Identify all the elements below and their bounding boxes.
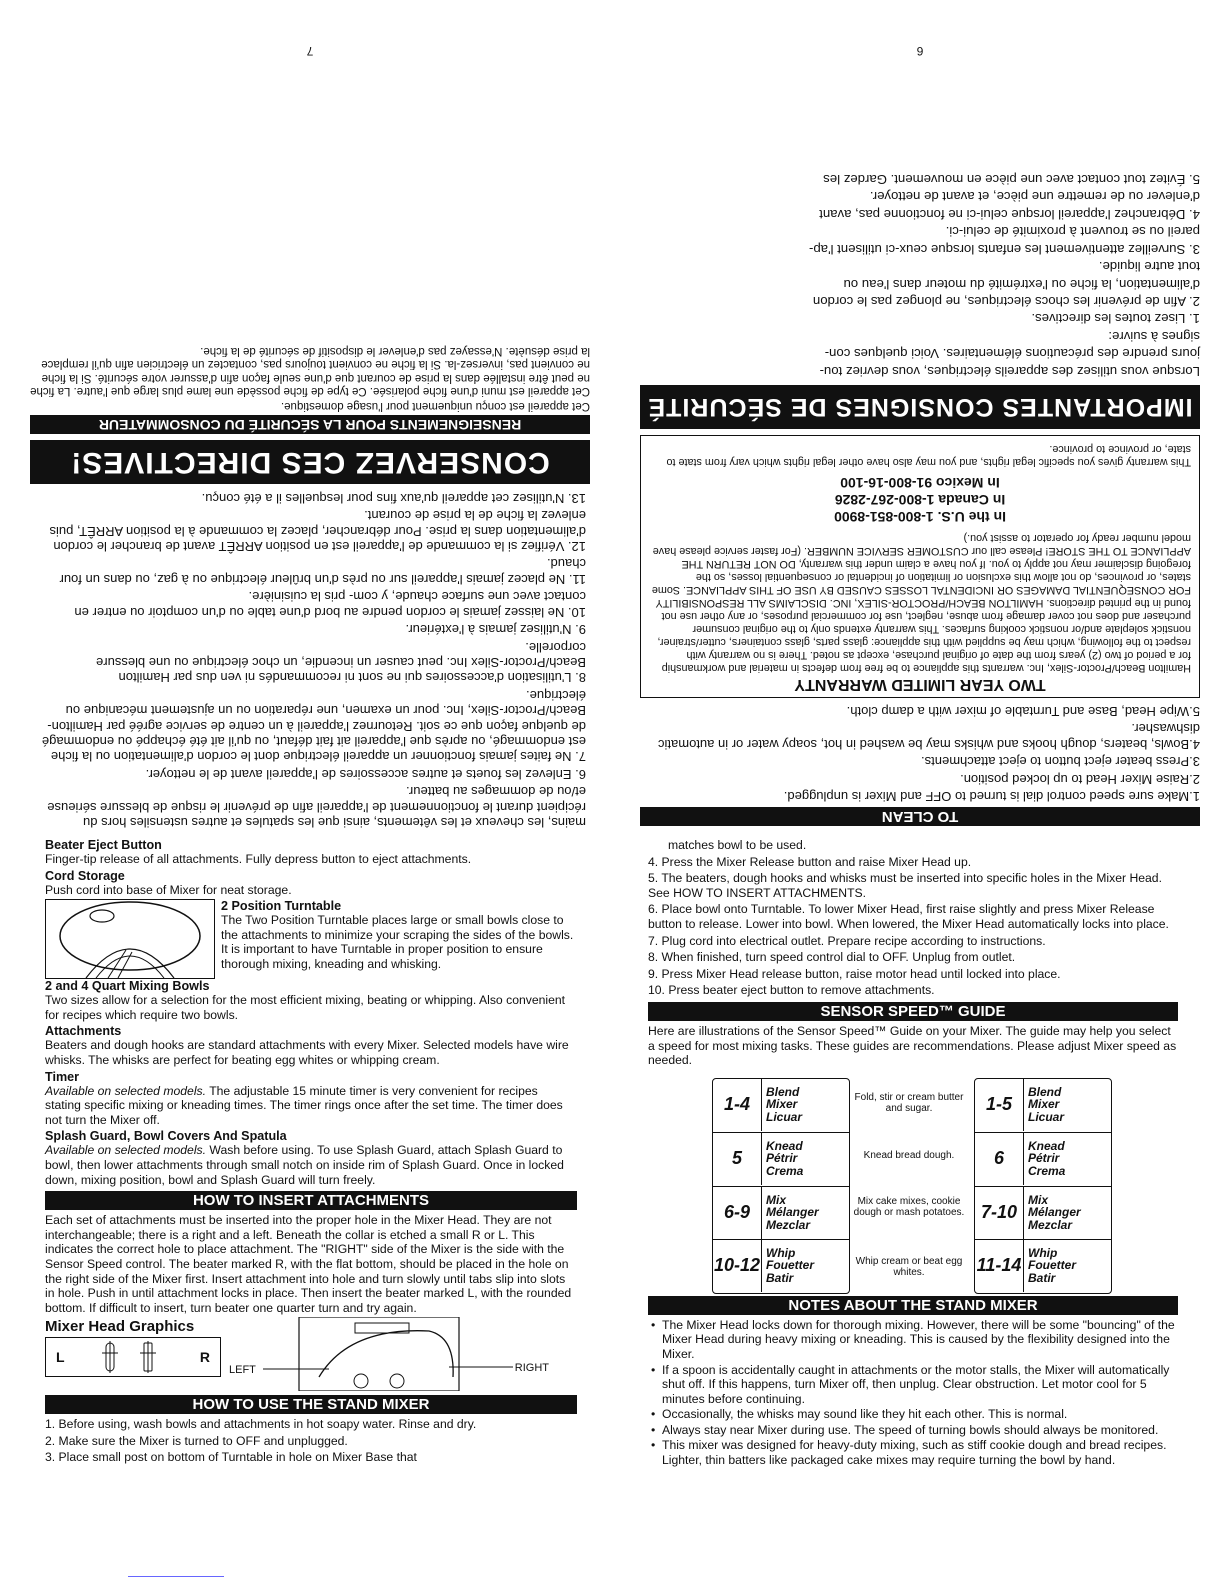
fr-item-12: 12. Vérifiez si la commande de l'appareil est en position ARRÊT avant de brancher le cordon d'alimentation dans la prise. Pour débrancher, placez la commande à la position ARRÊT, puis enlevez la fiche de la prise de courant. — [49, 508, 586, 555]
use-stand-mixer-bar: HOW TO USE THE STAND MIXER — [45, 1395, 577, 1414]
guide-row: 5 Knead Pétrir Crema — [713, 1132, 849, 1185]
guide-row: 1-5 Blend Mixer Licuar — [975, 1079, 1111, 1131]
note-item: • If a spoon is accidentally caught in attachments or the motor stalls, the Mixer will automatically shut off. If this happens, turn Mixer off, then unplug. Clear obstruction. Let motor cool for 5 minutes before continuing. — [662, 1363, 1178, 1407]
clean-item-4: 4.Bowls, beaters, dough hooks and whisks may be washed in hot, soapy water or in automatic dishwasher. — [658, 721, 1200, 752]
safety-intro-1: Lorsque vous utilisez des appareils électriques, vous devriez tou- — [819, 363, 1200, 379]
use-item-2: 2. Make sure the Mixer is turned to OFF and unplugged. — [45, 1433, 348, 1448]
cord-storage-heading: Cord Storage — [45, 868, 125, 883]
guide-desc-1: Fold, stir or cream butter and sugar. — [854, 1091, 964, 1114]
note-item: • The Mixer Head locks down for thorough mixing. However, there will be some "bouncing" of the Mixer Head during heavy mixing or kneading. This is caused by the flexibility designed into the Mixer. — [662, 1318, 1178, 1362]
phone-mexico: In Mexico 91-800-16-100 — [840, 474, 1000, 491]
warranty-text: Hamilton Beach/Proctor-Silex, Inc. warrants this appliance to be free from defects in material and workmanship for a period of two (2) years from the date of original purchase, except as noted. There is no warranty with respect to the following, which may be supplied with this appliance: glass parts, glass containers, cutter/strainer, nonstick soleplate and/or nonstick cooking surfaces. This warranty extends only to the original consumer purchaser and does not cover damage from abuse, neglect, use for commercial purposes, or any other use not found in the printed directions. HAMILTON BEACH/PROCTOR-SILEX, INC. DISCLAIMS ALL RESPONSIBILITY FOR CONSEQUENTIAL DAMAGES OR INCIDENTAL LOSSES CAUSED BY USE OF THIS APPLIANCE. Some states, or provinces, do not allow this exclusion or limitation of incidental or consequential losses, so the foregoing disclaimer may not apply to you. If you have a claim under this warranty, DO NOT RETURN THE APPLIANCE TO THE STORE! Please call our CUSTOMER SERVICE NUMBER. (For faster service please have model number ready for operator to assist you.) — [651, 531, 1191, 674]
fr-item-6: 6. Enlevez les fouets et autres accessoires de l'appareil avant de le nettoyer. — [145, 766, 586, 782]
safety-item-2c: tout autre liquide. — [1098, 259, 1200, 275]
page-7-upside-down — [30, 40, 590, 830]
safety-item-4a: 4. Débranchez l'appareil lorsque celui-ci ne fonctionne pas, avant — [819, 206, 1200, 222]
notes-bar: NOTES ABOUT THE STAND MIXER — [648, 1296, 1178, 1315]
warranty-title: TWO YEAR LIMITED WARRANTY — [794, 675, 1046, 693]
turntable-heading: 2 Position Turntable — [221, 899, 342, 914]
safety-item-3b: pareil ou se trouvent à proximité de celui-ci. — [945, 224, 1200, 240]
safety-item-2b: d'alimentation, la fiche ou l'extrémité du moteur dans l'eau ou — [843, 276, 1200, 292]
insert-attachments-text: Each set of attachments must be inserted into the proper hole in the Mixer Head. They are not interchangeable; there is a right and a left. Beneath the collar is etched a small R or L. This indicates the correct hole to place attachment. The "RIGHT" side of the Mixer is the side with the Sensor Speed control. The beater marked R, with the flat bottom, should be placed in the hole on the right side of the Mixer first. Insert attachment into hole and turn slowly until tabs slip into slots in hole. Push in until attachment locks in place. Then insert the beater marked L, with the rounded bottom. If difficult to insert, turn beater one quarter turn and try again. — [45, 1213, 572, 1315]
use-item-7: 7. Plug cord into electrical outlet. Prepare recipe according to instructions. — [648, 933, 1046, 948]
timer-text: Available on selected models. The adjustable 15 minute timer is very convenient for recipes stating specific mixing or kneading times. The timer rings once after the set time. The timer does not turn the Mixer off. — [45, 1083, 563, 1127]
use-item-4: 4. Press the Mixer Release button and raise Mixer Head up. — [648, 854, 972, 869]
sensor-speed-text: Here are illustrations of the Sensor Speed™ Guide on your Mixer. The guide may help you select a speed for most mixing tasks. These guides are recommendations. Please adjust Mixer speed as needed. — [648, 1023, 1177, 1068]
beater-pair-icon — [92, 1341, 172, 1373]
clean-item-2: 2.Raise Mixer Head to up locked position. — [960, 771, 1200, 787]
info-bar: RENSEIGNEMENTS POUR LA SÉCURITÉ DU CONSOMMATEUR — [30, 415, 590, 434]
right-label: RIGHT — [514, 1362, 549, 1375]
insert-attachments-bar: HOW TO INSERT ATTACHMENTS — [45, 1191, 577, 1210]
beater-eject-text: Finger-tip release of all attachments. Fully depress button to eject attachments. — [45, 852, 472, 866]
guide-row: 10-12 Whip Fouetter Batir — [713, 1239, 849, 1292]
guide-desc-2: Knead bread dough. — [863, 1149, 955, 1161]
use-item-9: 9. Press Mixer Head release button, raise motor head until locked into place. — [648, 966, 1061, 981]
notes-list — [648, 1318, 1178, 1468]
to-clean-bar: TO CLEAN — [640, 807, 1200, 826]
guide-desc-3: Mix cake mixes, cookie dough or mash potatoes. — [853, 1195, 965, 1218]
left-label: LEFT — [229, 1364, 256, 1377]
use-item-3: 3. Place small post on bottom of Turntable in hole on Mixer Base that — [45, 1450, 417, 1465]
note-item: • Always stay near Mixer during use. The speed of turning bowls should always be monitored. — [662, 1423, 1178, 1438]
lr-beater-graphic — [45, 1337, 221, 1377]
splash-text: Available on selected models. Wash before using. To use Splash Guard, attach Splash Guard to bowl, then lower attachments through small notch on inside rim of Splash Guard. Once in locked down, mixing position, bowl and Splash Guard will turn freely. — [45, 1143, 564, 1187]
guide-row: 11-14 Whip Fouetter Batir — [975, 1239, 1111, 1292]
turntable-text: The Two Position Turntable places large or small bowls close to the attachments to minimize your scraping the sides of the bowls. It is important to have Turntable in proper position to ensure thorough mixing, kneading and whisking. — [221, 913, 574, 971]
note-item: • This mixer was designed for heavy-duty mixing, such as stiff cookie dough and bread recipes. Lighter, thin batters like packaged cake mixes may require turning the bowl by hand. — [662, 1438, 1178, 1467]
page-bottom-right — [648, 838, 1178, 1578]
guide-right-panel — [974, 1078, 1112, 1294]
use-item-6: 6. Place bowl onto Turntable. To lower Mixer Head, first raise slightly and press Mixer Release button to release. Lower into bowl. When lowered, the Mixer Head automatically locks into place. — [648, 902, 1169, 931]
page-bottom-left — [45, 838, 577, 1578]
guide-desc-4: Whip cream or beat egg whites. — [855, 1255, 963, 1278]
page-number: 6 — [916, 44, 924, 58]
safety-item-4b: d'enlever ou de remettre une pièce, et avant de nettoyer. — [869, 189, 1200, 205]
use-item-3-cont: matches bowl to be used. — [668, 838, 807, 852]
bowls-text: Two sizes allow for a selection for the most efficient mixing, beating or whipping. Also convenient for recipes which require two bowls. — [45, 993, 566, 1022]
timer-heading: Timer — [45, 1069, 80, 1084]
splash-heading: Splash Guard, Bowl Covers And Spatula — [45, 1129, 287, 1144]
fr-item-11: 11. Ne placez jamais l'appareil sur ou près d'un brûleur électrique ou à gaz, ou dans un four chaud. — [59, 556, 586, 587]
page-6-upside-down — [640, 40, 1200, 830]
graphic-r: R — [199, 1348, 210, 1365]
cord-storage-text: Push cord into base of Mixer for neat storage. — [45, 882, 292, 897]
guide-row: 7-10 Mix Mélanger Mezclar — [975, 1186, 1111, 1239]
fr-item-8: 8. L'utilisation d'accessoires qui ne sont ni recommandés ni ven dus par Hamilton Beach/Proctor-Silex Inc. peut causer un incendie, un choc électrique ou une blessure corporelle. — [96, 639, 586, 686]
sensor-speed-bar: SENSOR SPEED™ GUIDE — [648, 1002, 1178, 1021]
guide-left-panel — [712, 1078, 850, 1294]
attachments-text: Beaters and dough hooks are standard attachments with every Mixer. Selected models have wire whisks. The whisks are perfect for beating egg whites or whipping cream. — [45, 1038, 569, 1067]
mixer-head-illustration — [229, 1317, 549, 1391]
bowls-heading: 2 and 4 Quart Mixing Bowls — [45, 979, 210, 994]
conservez-banner: CONSERVEZ CES DIRECTIVES! — [30, 440, 590, 484]
info-text-1: Cet appareil est conçu uniquement pour l'usage domestique. — [280, 400, 590, 413]
fr-item-10: 10. Ne laissez jamais le cordon pendre au bord d'une table ou d'un comptoir ou entrer en contact avec une surface chaude, y com- pris la cuisinière. — [74, 589, 586, 620]
note-item: • Occasionally, the whisks may sound like they hit each other. This is normal. — [662, 1407, 1178, 1422]
warranty-box — [640, 435, 1200, 698]
safety-intro-2: jours prendre des précautions élémentaires. Voici quelques con- — [824, 346, 1200, 362]
clean-item-1: 1.Make sure speed control dial is turned to OFF and Mixer is unplugged. — [783, 789, 1200, 804]
beater-eject-heading: Beater Eject Button — [45, 838, 162, 852]
safety-banner: IMPORTANTES CONSIGNES DE SÉCURITÉ — [640, 385, 1200, 429]
use-item-5: 5. The beaters, dough hooks and whisks must be inserted into specific holes in the Mixer Head. See HOW TO INSERT ATTACHMENTS. — [648, 871, 1162, 900]
fr-item-7: 7. Ne faites jamais fonctionner un appareil électrique dont le cordon d'alimentation ou la fiche est endommagé, ou après que l'appareil ait fait défaut, ou qu'il ait été échappé ou endommagé de quelque façon que ce soit. Retournez l'appareil à un centre de service agréé par Hamilton-Beach/Proctor-Silex, Inc. pour un examen, une réparation ou un ajustement mécanique ou électrique. — [41, 687, 586, 765]
safety-item-2a: 2. Afin de prévenir les chocs électriques, ne plongez pas le cordon — [812, 293, 1200, 309]
fr-para-5-cont: mains, les cheveux et les vêtements, ainsi que les spatules et autres ustensiles hors du récipient durant le fonctionnement de l'appareil afin de prévenir le risque de blessure sérieuse et/ou de dommages au batteur. — [47, 784, 586, 830]
clean-item-5: 5.Wipe Head, Base and Turntable of mixer with a damp cloth. — [846, 703, 1200, 719]
fr-item-13: 13. N'utilisez cet appareil qu'aux fins pour lesquelles il a été conçu. — [201, 490, 586, 506]
safety-item-3a: 3. Surveillez attentivement les enfants lorsque ceux-ci utilisent l'ap- — [808, 241, 1200, 257]
turntable-illustration — [45, 899, 215, 979]
page-number: 7 — [306, 44, 314, 58]
safety-item-5: 5. Évitez tout contact avec une pièce en mouvement. Gardez les — [823, 172, 1200, 188]
use-item-10: 10. Press beater eject button to remove attachments. — [648, 983, 935, 998]
safety-intro-3: signes à suivre: — [1108, 328, 1200, 344]
info-text-2: Cet appareil est muni d'une fiche polarisée. Ce type de fiche possède une lame plus large que l'autre. La fiche ne peut être installée dans la prise de courant que d'une seule façon afin d'assurer votre sécurité. Si la fiche ne convient pas, inversez-la. Si la fiche ne convient toujours pas, contactez un électricien afin qu'il remplace la prise désuète. N'essayez pas d'enlever le dispositif de sécurité de la fiche. — [30, 344, 590, 398]
fr-item-9: 9. N'utilisez jamais à l'extérieur. — [405, 622, 586, 638]
guide-row: 6-9 Mix Mélanger Mezclar — [713, 1186, 849, 1239]
footer-rule — [128, 1576, 224, 1577]
guide-row: 1-4 Blend Mixer Licuar — [713, 1079, 849, 1131]
phone-canada: In Canada 1-800-267-2826 — [834, 491, 1006, 508]
attachments-heading: Attachments — [45, 1024, 122, 1039]
mixer-head-graphics-heading: Mixer Head Graphics — [45, 1318, 195, 1336]
phone-us: In the U.S. 1-800-851-8900 — [834, 508, 1006, 525]
graphic-l: L — [56, 1348, 65, 1365]
use-item-1: 1. Before using, wash bowls and attachments in hot soapy water. Rinse and dry. — [45, 1417, 477, 1432]
guide-row: 6 Knead Pétrir Crema — [975, 1132, 1111, 1185]
warranty-footer: This warranty gives you specific legal rights, and you may also have other legal rights which vary from state to state, or province to province. — [666, 442, 1191, 468]
clean-item-3: 3.Press beater eject button to eject attachments. — [921, 754, 1200, 770]
safety-item-1: 1. Lisez toutes les directives. — [1031, 311, 1200, 327]
sensor-speed-guide — [712, 1078, 1112, 1285]
use-item-8: 8. When finished, turn speed control dial to OFF. Unplug from outlet. — [648, 950, 1016, 965]
